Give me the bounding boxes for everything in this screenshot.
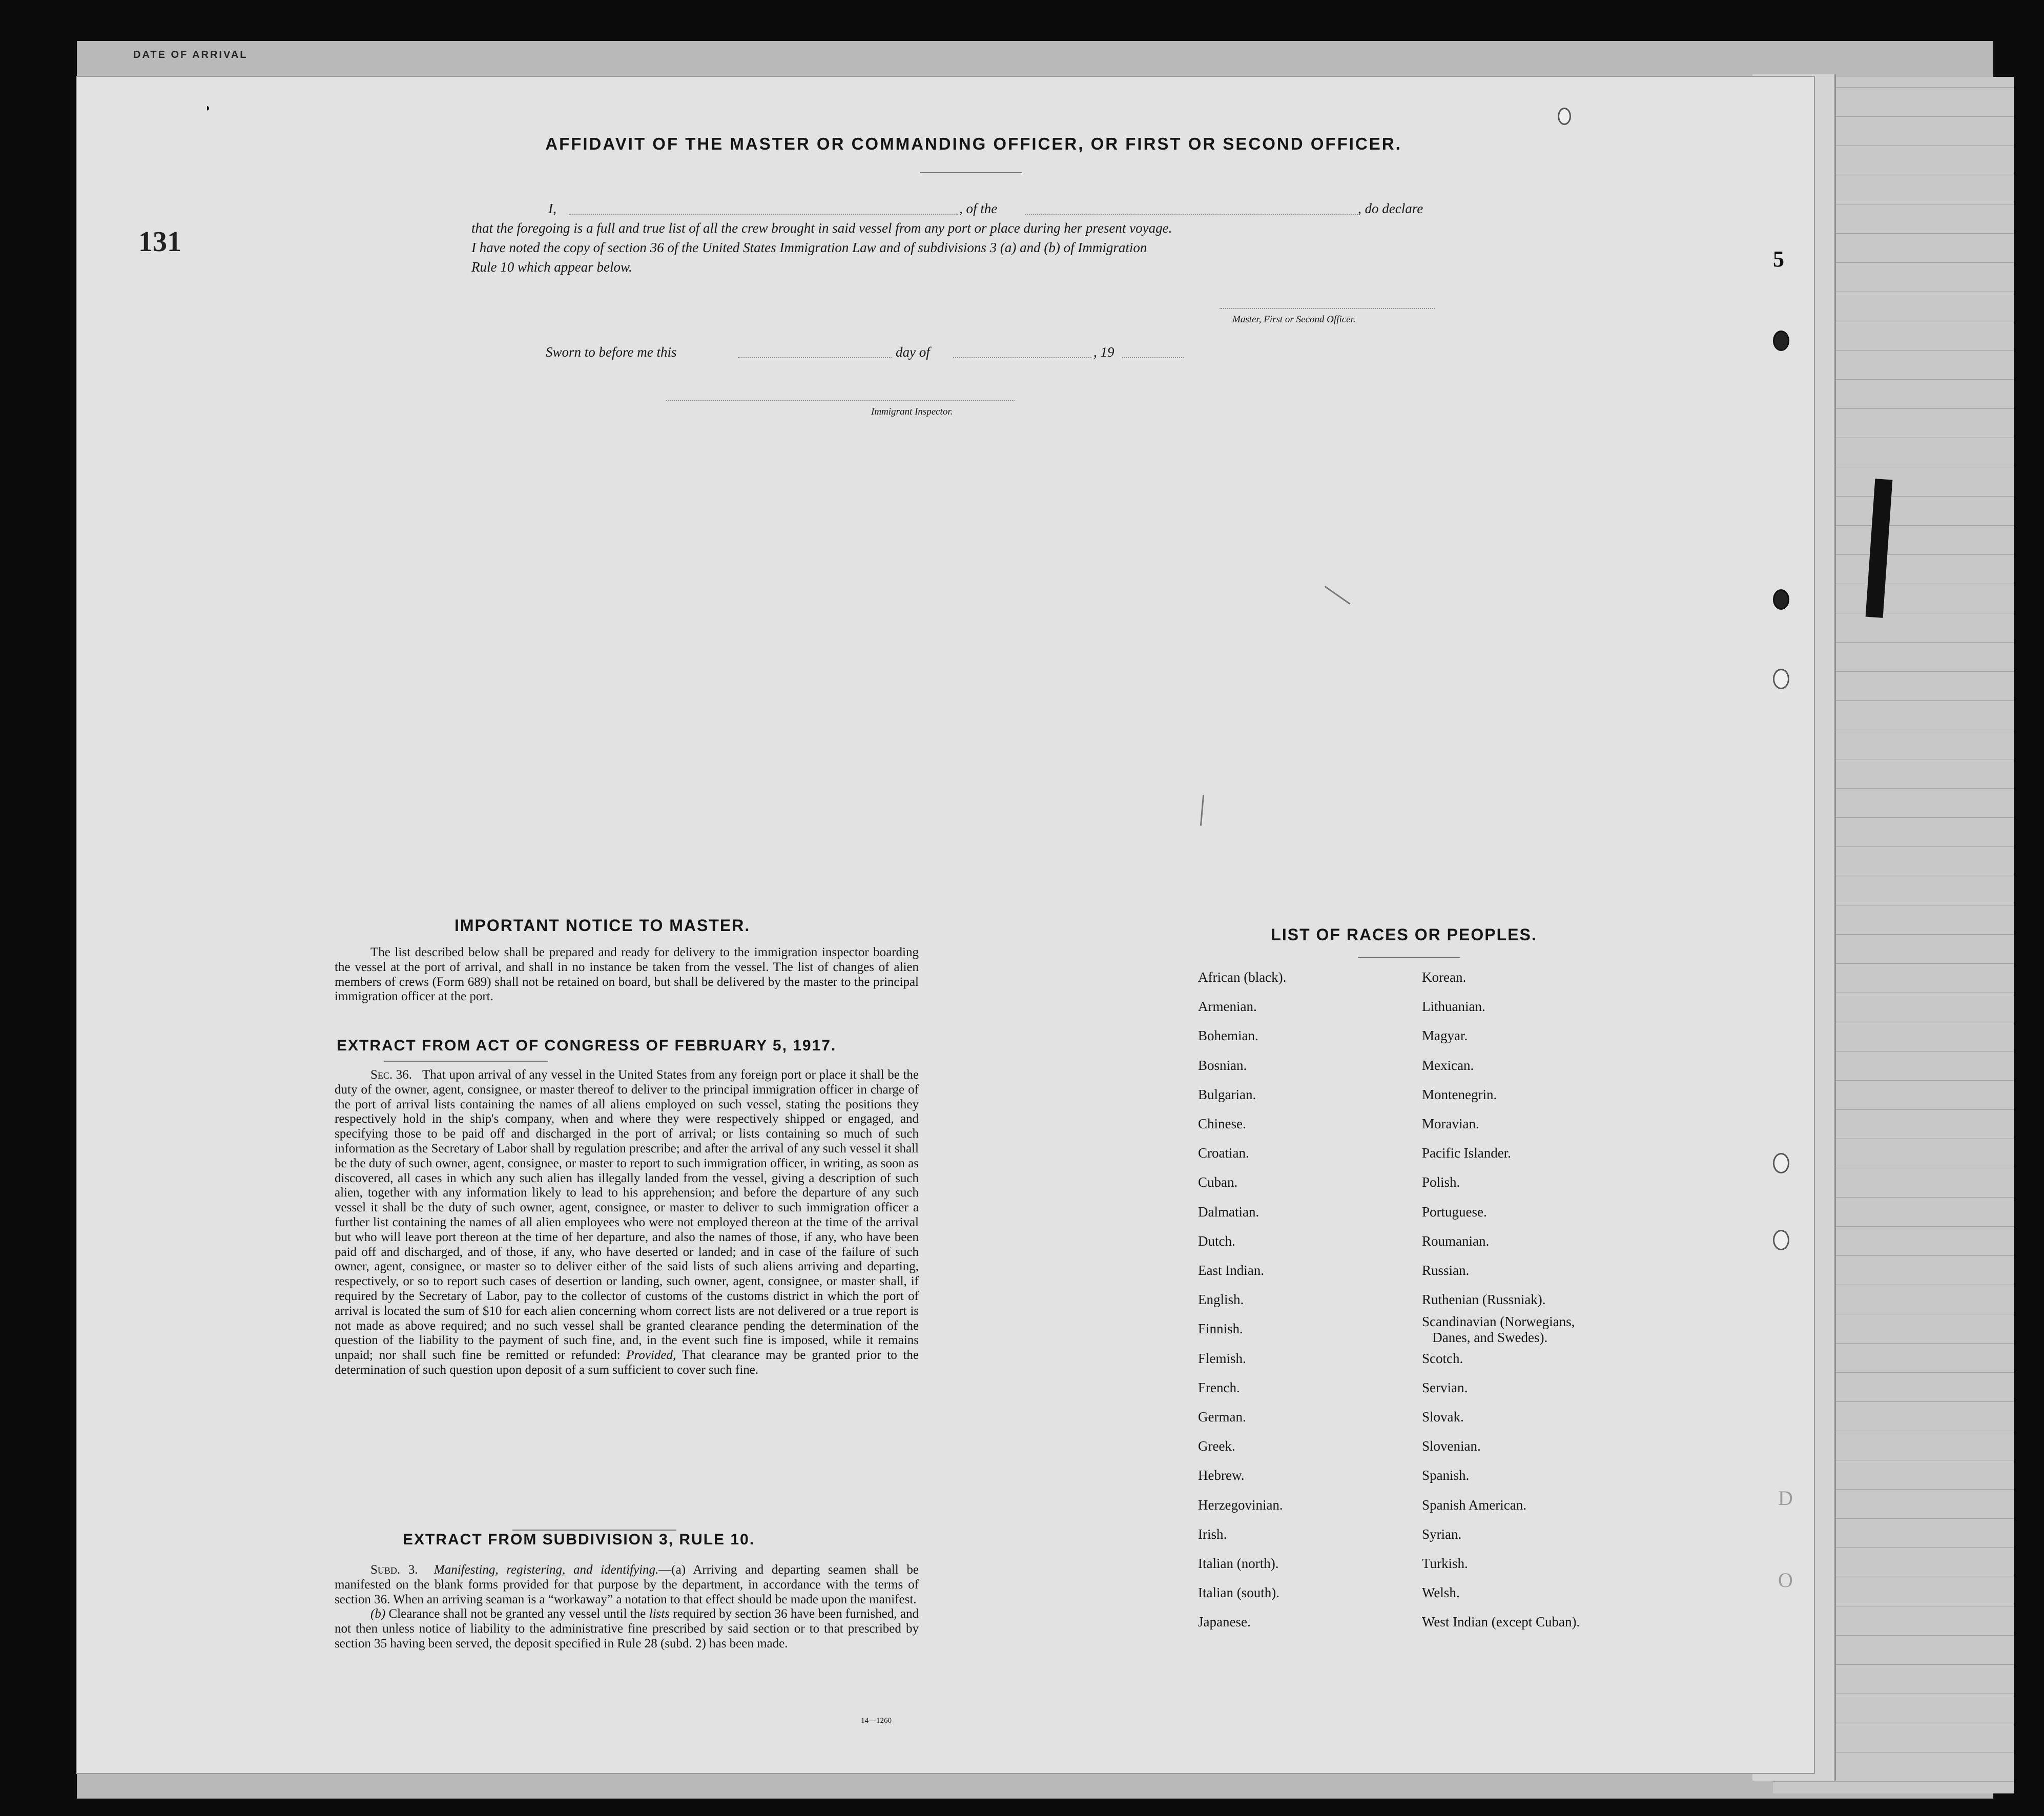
subdivision-b-lists: lists	[649, 1607, 670, 1621]
notice-text: The list described below shall be prepared and ready for delivery to the immigration inspector boarding the vessel at the port of arrival, and shall in no instance be taken from the vessel. The list of changes of alien members of crews (Form 689) shall not be retained on board, but shall be delivered by the master to the principal immigration officer at the port.	[335, 945, 919, 1004]
affidavit-of-the: , of the	[959, 201, 998, 216]
subdivision-label: Subd. 3.	[370, 1563, 418, 1577]
race-item: German.	[1198, 1409, 1246, 1425]
rule-extract-top-rule	[512, 1530, 676, 1531]
race-item: Spanish American.	[1422, 1497, 1526, 1513]
sworn-year: , 19	[1093, 344, 1114, 360]
officer-name-field[interactable]	[569, 213, 958, 215]
race-item: Chinese.	[1198, 1116, 1246, 1131]
vessel-name-field[interactable]	[1025, 213, 1358, 215]
margin-side-number: 131	[138, 226, 181, 258]
race-item: East Indian.	[1198, 1263, 1264, 1278]
race-item: Welsh.	[1422, 1585, 1460, 1601]
race-item: Finnish.	[1198, 1321, 1243, 1337]
races-divider	[1358, 957, 1460, 958]
section-36-text: That upon arrival of any vessel in the United States from any foreign port or place it shall be the duty of the owner, agent, consignee, or master thereof to deliver to the principal immigration officer in charge of the port of arrival lists containing the names of all aliens employed on such vessel, stating the positions they respectively hold in the ship's company, when and where they were respectively shipped or engaged, and specifying those to be paid off and discharged in the port of arrival; or lists containing so much of such information as the Secretary of Labor shall by regulation prescribe; and after the arrival of any such vessel it shall be the duty of such owner, agent, consignee, or master to report to such immigration officer, in writing, as soon as discovered, all cases in which any such alien has illegally landed from the vessel, giving a description of such alien, together with any information likely to lead to his apprehension; and before the departure of any such vessel it shall be the duty of such owner, agent, consignee, or master to deliver to such immigration officer a further list containing the names of all alien employees who were not employed thereon at the time of the arrival but who will leave port thereon at the time of her departure, and also the names of those, if any, who have been paid off and discharged, and of those, if any, who have deserted or landed; and in case of the failure of such owner, agent, consignee, or master so to deliver either of the said lists of such aliens arriving and departing, respectively, or so to report such cases of desertion or landing, such owner, agent, consignee, or master shall, if required by the Secretary of Labor, pay to the collector of customs of the customs district in which the port of arrival is located the sum of $10 for each alien concerning whom correct lists are not delivered or a true report is not made as above required; and no such vessel shall be granted clearance pending the determination of the question of the liability to the payment of such fine, and, in the event such fine is imposed, while it remains unpaid; nor shall such fine be remitted or refunded:	[335, 1068, 919, 1363]
affidavit-title: AFFIDAVIT OF THE MASTER OR COMMANDING OFFICER, OR FIRST OR SECOND OFFICER.	[545, 134, 1402, 153]
race-item: Magyar.	[1422, 1028, 1468, 1044]
race-item: Lithuanian.	[1422, 999, 1485, 1015]
race-item: Mexican.	[1422, 1057, 1474, 1073]
race-item: Dutch.	[1198, 1233, 1235, 1249]
faint-hole-mark: O	[1778, 1569, 1793, 1592]
subdivision-b-start: Clearance shall not be granted any vessel until the	[388, 1607, 646, 1621]
punch-hole	[1558, 108, 1571, 125]
signature-caption: Master, First or Second Officer.	[1232, 314, 1356, 325]
races-heading: LIST OF RACES OR PEOPLES.	[1271, 925, 1537, 944]
affidavit-line-2: that the foregoing is a full and true list of all the crew brought in said vessel from any port or place during her present voyage.	[471, 220, 1172, 236]
background-sheet-header: DATE OF ARRIVAL	[133, 49, 248, 60]
race-item: Montenegrin.	[1422, 1086, 1497, 1102]
race-item: Roumanian.	[1422, 1233, 1490, 1249]
page-number: 5	[1773, 246, 1784, 272]
subdivision-b-marker: (b)	[370, 1607, 386, 1621]
subdivision-b-rest: required by section 36 have been furnished, and not then unless notice of liability to the administrative fine prescribed by said section or to that prescribed by section 35 having been served, the deposit specified in Rule 28 (subd. 2) has been made.	[335, 1607, 919, 1650]
race-item: Servian.	[1422, 1379, 1468, 1395]
provided-word: Provided,	[626, 1348, 676, 1363]
punch-hole	[1773, 331, 1789, 351]
punch-hole	[1773, 669, 1789, 689]
race-item: Slovenian.	[1422, 1438, 1481, 1454]
sworn-month-field[interactable]	[953, 357, 1091, 358]
race-item: Croatian.	[1198, 1145, 1249, 1161]
form-number: 14—1260	[861, 1717, 892, 1725]
punch-hole	[1773, 589, 1789, 610]
race-item: English.	[1198, 1292, 1244, 1308]
race-item: Bulgarian.	[1198, 1086, 1256, 1102]
subdivision-a-text: Arriving and departing seamen shall be manifested on the blank forms provided for that purpose by the department, in accordance with the terms of section 36. When an arriving seaman is a “workaway” a notation to that effect should be made upon the manifest.	[335, 1563, 919, 1606]
race-item: Slovak.	[1422, 1409, 1464, 1425]
race-item: Ruthenian (Russniak).	[1422, 1292, 1546, 1308]
race-item: Flemish.	[1198, 1350, 1246, 1366]
race-item: Syrian.	[1422, 1526, 1462, 1542]
race-item: Polish.	[1422, 1174, 1460, 1190]
section-36-text-end: That clearance may be granted prior to the determination of such question upon deposit of a sum sufficient to cover such fine.	[335, 1348, 919, 1377]
sworn-day-of: day of	[896, 344, 930, 360]
race-item: Korean.	[1422, 969, 1467, 985]
act-section-36	[335, 1068, 919, 1378]
affidavit-form-sheet	[77, 77, 1814, 1773]
race-item: Bosnian.	[1198, 1057, 1247, 1073]
notice-paragraph	[335, 945, 919, 1004]
race-item: Spanish.	[1422, 1468, 1470, 1483]
race-item: West Indian (except Cuban).	[1422, 1614, 1580, 1630]
officer-signature-field[interactable]	[1220, 307, 1435, 309]
notice-heading: IMPORTANT NOTICE TO MASTER.	[455, 916, 751, 935]
race-item: Russian.	[1422, 1263, 1470, 1278]
race-item: Italian (north).	[1198, 1556, 1279, 1571]
race-item: Irish.	[1198, 1526, 1227, 1542]
subdivision-title: Manifesting, registering, and identifying.	[433, 1563, 659, 1577]
faint-hole-mark: D	[1778, 1487, 1793, 1510]
subdivision-a-marker: —(a)	[658, 1563, 686, 1577]
race-item: Herzegovinian.	[1198, 1497, 1283, 1513]
ledger-rule-line	[1773, 1781, 2014, 1782]
sworn-prefix: Sworn to before me this	[546, 344, 677, 360]
race-item: French.	[1198, 1379, 1240, 1395]
race-item: Moravian.	[1422, 1116, 1479, 1131]
sworn-year-field[interactable]	[1122, 357, 1184, 358]
race-item: Italian (south).	[1198, 1585, 1279, 1601]
title-divider	[920, 172, 1022, 173]
inspector-caption: Immigrant Inspector.	[871, 406, 953, 417]
section-label: Sec. 36.	[370, 1068, 412, 1082]
race-item: Hebrew.	[1198, 1468, 1245, 1483]
race-item: Portuguese.	[1422, 1204, 1487, 1220]
race-item: Bohemian.	[1198, 1028, 1258, 1044]
punch-hole	[1773, 1230, 1789, 1250]
race-item: Turkish.	[1422, 1556, 1468, 1571]
affidavit-do-declare: , do declare	[1358, 201, 1423, 216]
race-item: Scandinavian (Norwegians, Danes, and Swedes).	[1422, 1314, 1575, 1346]
race-item: Dalmatian.	[1198, 1204, 1260, 1220]
race-item: Japanese.	[1198, 1614, 1251, 1630]
race-item: Greek.	[1198, 1438, 1235, 1454]
sworn-day-field[interactable]	[738, 357, 892, 358]
rule-10-subdivision-3	[335, 1563, 919, 1652]
race-item: Cuban.	[1198, 1174, 1238, 1190]
affidavit-i: I,	[548, 201, 556, 216]
race-item: Pacific Islander.	[1422, 1145, 1511, 1161]
affidavit-line-4: Rule 10 which appear below.	[471, 259, 632, 275]
punch-hole	[1773, 1153, 1789, 1173]
act-heading-rule	[384, 1061, 548, 1062]
act-extract-heading: EXTRACT FROM ACT OF CONGRESS OF FEBRUARY 5, 1917.	[337, 1037, 837, 1054]
race-item: African (black).	[1198, 969, 1287, 985]
corner-mark: ◗	[205, 102, 212, 114]
inspector-signature-field[interactable]	[666, 400, 1015, 401]
race-item: Scotch.	[1422, 1350, 1463, 1366]
rule-extract-heading: EXTRACT FROM SUBDIVISION 3, RULE 10.	[403, 1531, 755, 1548]
race-item: Armenian.	[1198, 999, 1257, 1015]
affidavit-line-3: I have noted the copy of section 36 of the United States Immigration Law and of subdivisions 3 (a) and (b) of Immigration	[471, 240, 1147, 255]
